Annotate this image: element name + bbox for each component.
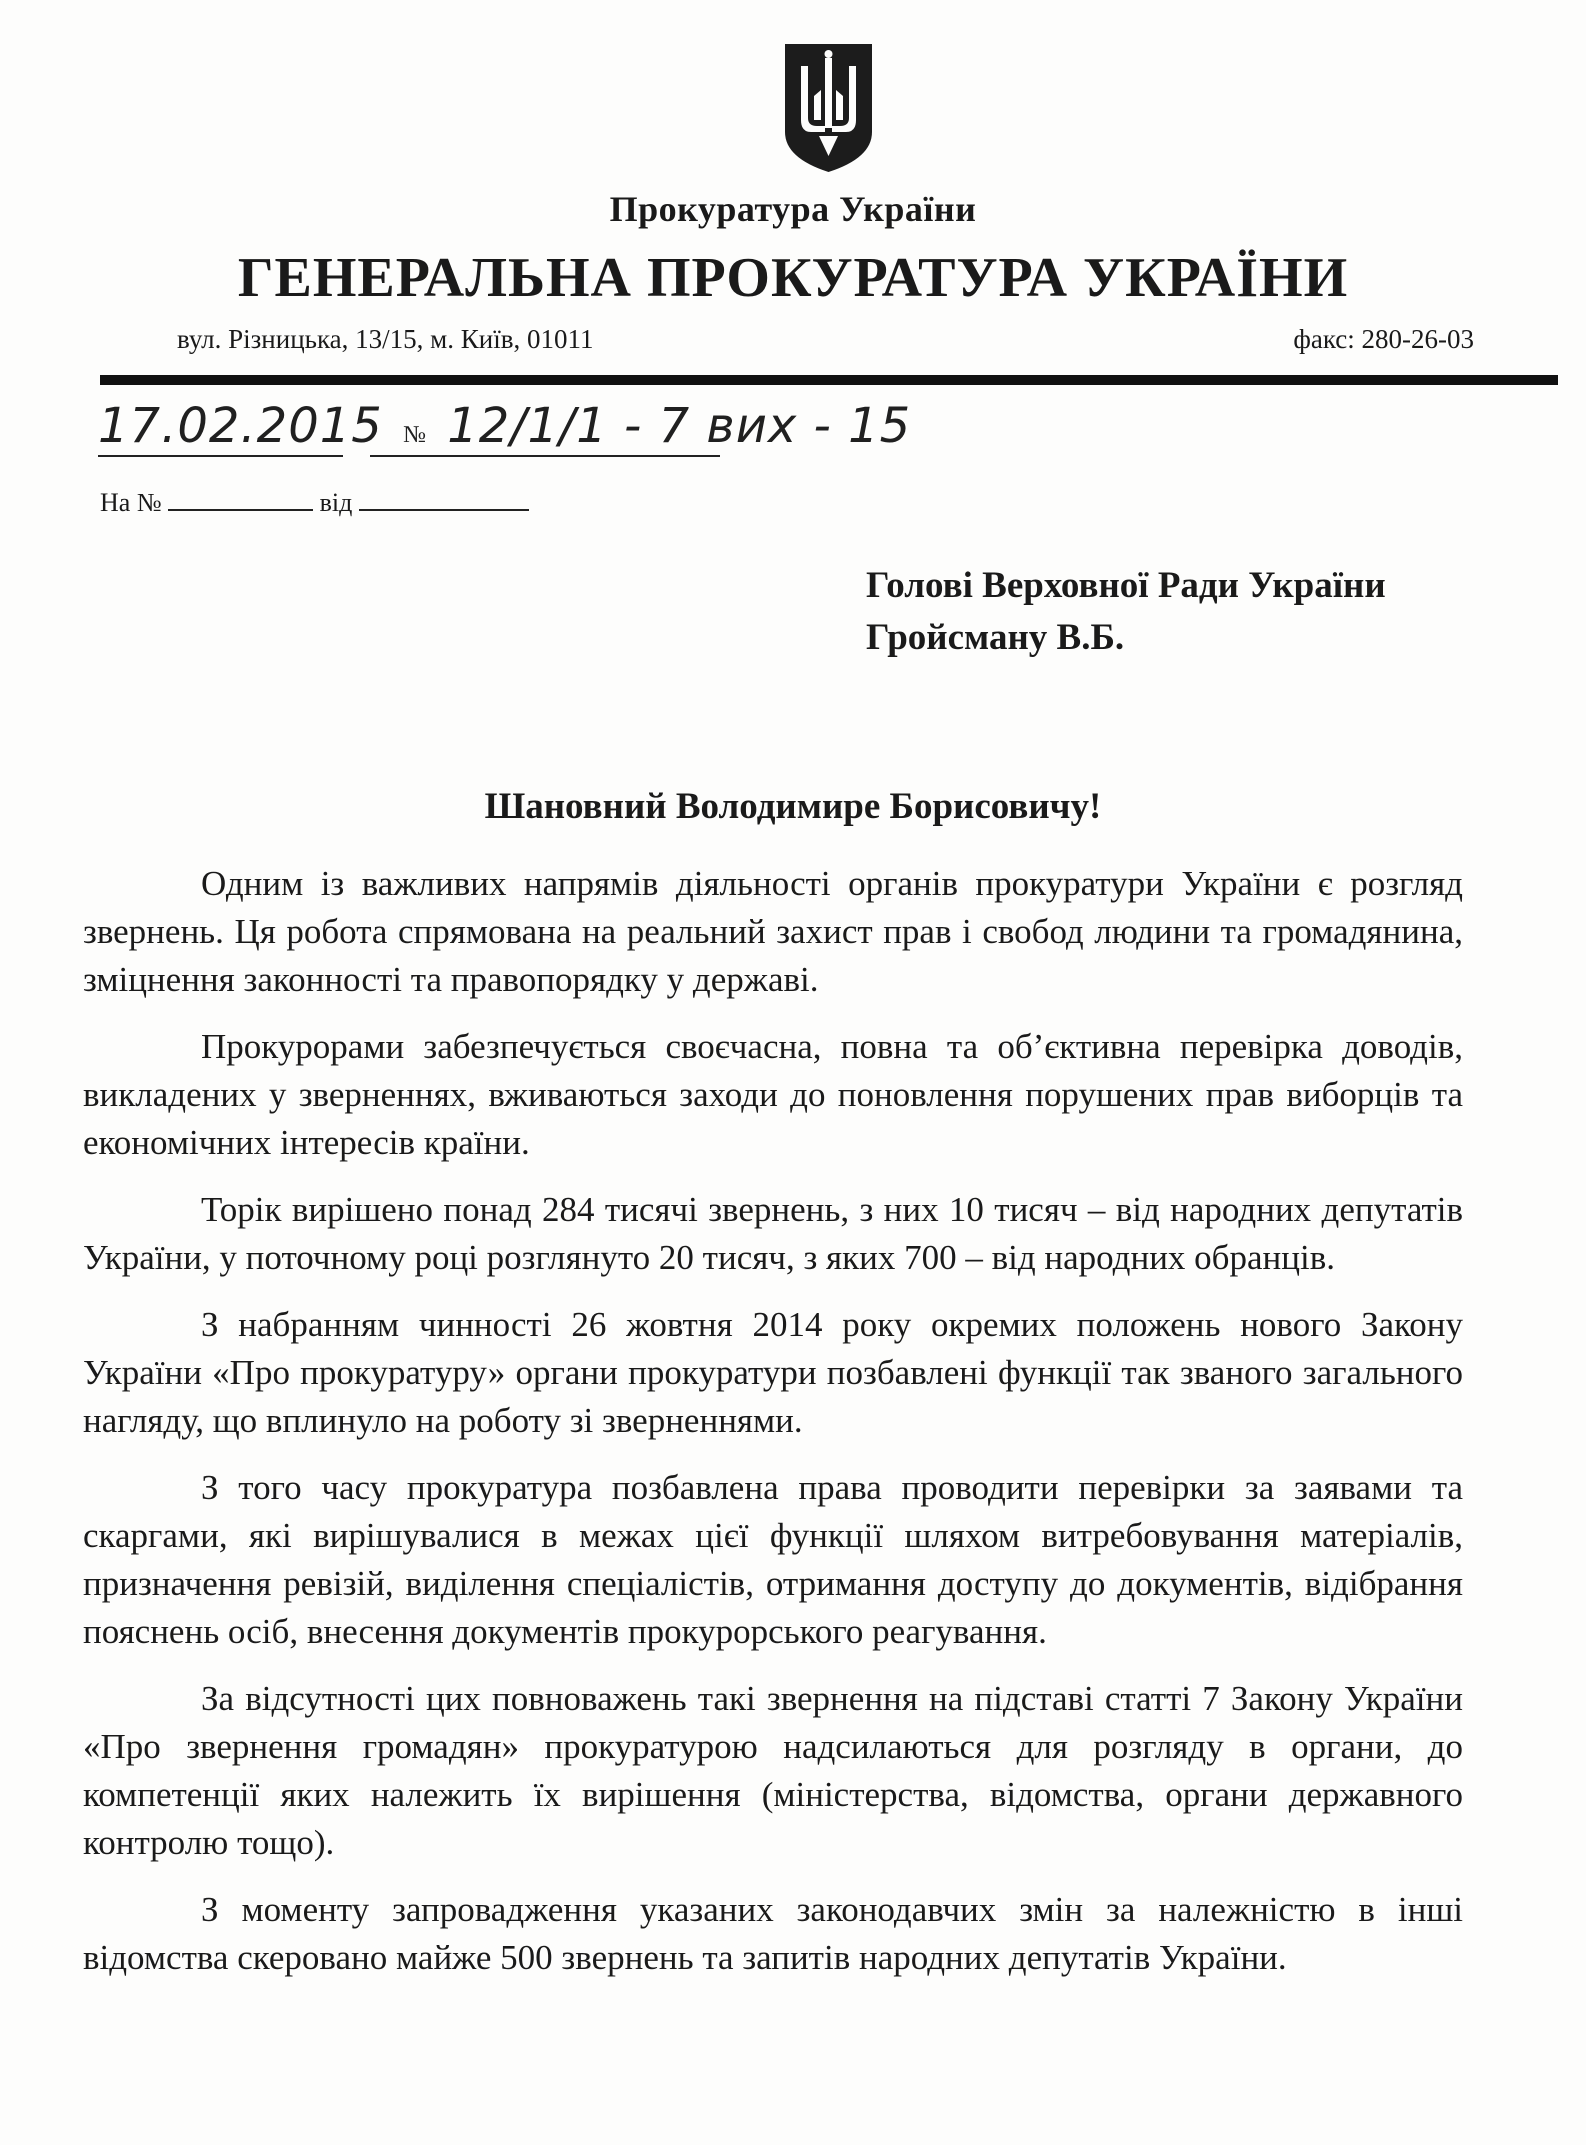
- org-fax: факс: 280-26-03: [1293, 324, 1474, 354]
- letter-body: [83, 860, 1463, 2001]
- registration-date: 17.02.2015: [98, 398, 383, 454]
- registration-number: 12/1/1 - 7 вих - 15: [447, 398, 912, 454]
- ref-number-blank: [168, 489, 313, 511]
- body-paragraph: З набранням чинності 26 жовтня 2014 року окремих положень нового Закону України «Про прокуратуру» органи прокуратури позбавлені функції так званого загального нагляду, що вплинуло на роботу зі зверненнями.: [83, 1305, 1463, 1440]
- salutation: Шановний Володимире Борисовичу!: [484, 786, 1102, 827]
- trident-emblem-icon: [781, 40, 876, 175]
- date-underline: [98, 455, 343, 457]
- number-sign: №: [403, 422, 427, 448]
- reference-line: [100, 488, 529, 518]
- addressee-position: Голові Верховної Ради України: [866, 565, 1386, 606]
- body-paragraph: Одним із важливих напрямів діяльності органів прокуратури України є розгляд звернень. Ця робота спрямована на реальний захист прав і свобод людини та громадянина, зміцнення законності та правопорядку у державі.: [83, 864, 1463, 999]
- header-divider: [100, 375, 1558, 385]
- addressee-name: Гройсману В.Б.: [866, 617, 1125, 658]
- number-underline: [370, 455, 720, 457]
- ref-from-label: від: [319, 488, 353, 517]
- org-address: вул. Різницька, 13/15, м. Київ, 01011: [177, 324, 594, 354]
- body-paragraph: З того часу прокуратура позбавлена права проводити перевірки за заявами та скаргами, які вирішувалися в межах цієї функції шляхом витребовування матеріалів, призначення ревізій, виділення спеціалістів, отримання доступу до документів, відібрання пояснень осіб, внесення документів прокурорського реагування.: [83, 1468, 1463, 1651]
- ref-date-blank: [359, 489, 529, 511]
- body-paragraph: За відсутності цих повноважень такі звернення на підставі статті 7 Закону України «Про звернення громадян» прокуратурою надсилаються для розгляду в органи, до компетенції яких належить їх вирішення (міністерства, відомства, органи державного контролю тощо).: [83, 1679, 1463, 1862]
- body-paragraph: Прокурорами забезпечується своєчасна, повна та об’єктивна перевірка доводів, викладених у зверненнях, вживаються заходи до поновлення порушених прав виборців та економічних інтересів країни.: [83, 1027, 1463, 1162]
- org-title: ГЕНЕРАЛЬНА ПРОКУРАТУРА УКРАЇНИ: [237, 247, 1349, 309]
- registration-stamp: [98, 398, 911, 454]
- org-subtitle: Прокуратура України: [609, 189, 977, 229]
- body-paragraph: Торік вирішено понад 284 тисячі звернень, з них 10 тисяч – від народних депутатів України, у поточному році розглянуто 20 тисяч, з яких 700 – від народних обранців.: [83, 1190, 1463, 1277]
- body-paragraph: З моменту запровадження указаних законодавчих змін за належністю в інші відомства скеровано майже 500 звернень та запитів народних депутатів України.: [83, 1890, 1463, 1977]
- ref-prefix: На №: [100, 488, 162, 517]
- addressee-block: [866, 560, 1386, 664]
